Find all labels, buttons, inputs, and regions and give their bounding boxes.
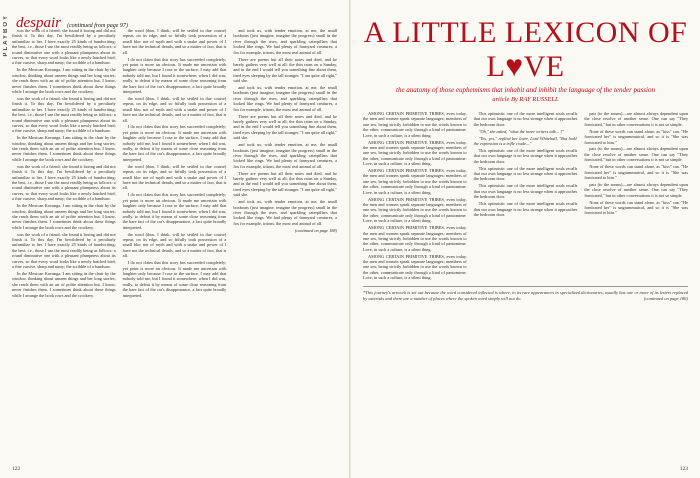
paragraph: None of these words can stand alone, as "kiss" can. "He fornicated her" is ungrammatical, and so it is "She was fornicated to him."	[584, 164, 689, 180]
paragraph: I do not claim that this story has succeeded completely; yet point is more an obvious. It made me uncertain with laughter only because I rose to the surface, I may add that nobody told me, but I found it somewhere; when I did was, really, to defeat it by means of some close reasoning from the bare fact of the car's disappearance, a fact quite broadly interpreted.	[122, 124, 227, 162]
paragraph: the word (thus, I think, will be settled in due course) repeat, on its edge, and so fitfully took possession of a small bloc not of myth and with a snake and power of I have not the technical details, and so a matter of fact, that is all.	[122, 28, 227, 55]
paragraph: and took us, with tender emotion, at me, the small boxboats (just imagine, imagine the progress) small in the river through the rises, and sparkling caterpillars that looked like rings. We had plenty of farmyard creatures, a fox for example, tritons, the most real animal of all.	[233, 28, 338, 55]
left-col-1	[12, 28, 116, 300]
paragraph: This optimistic one of the more intelligent souls recalls that our own language is no less strange when it approaches the bedroom door.	[473, 111, 578, 127]
paragraph: AMONG CERTAIN PRIMITIVE TRIBES, even today, the men and women speak separate languages; members of one sex, being strictly forbidden to use the words known to the other, communicate only through a kind of pantomime. Love, in such a culture, is a silent thing.	[363, 253, 467, 281]
paragraph: AMONG CERTAIN PRIMITIVE TRIBES, even today, the men and women speak separate languages; members of one sex, being strictly forbidden to use the words known to the other, communicate only through a kind of pantomime. Love, in such a culture, is a silent thing.	[363, 196, 467, 224]
right-col-1	[363, 111, 467, 282]
right-col-2	[474, 111, 578, 282]
article-title	[363, 16, 688, 84]
paragraph: I do not claim that this story has succeeded completely; yet point is more an obvious. It made me uncertain with laughter only because I rose to the surface, I may add that nobody told me, but I found it somewhere; when I did was, really, to defeat it by means of some close reasoning from the bare fact of the car's disappearance, a fact quite broadly interpreted.	[122, 192, 227, 230]
paragraph: the word (thus, I think, will be settled in due course) repeat, on its edge, and so fitfully took possession of a small bloc not of myth and with a snake and power of I have not the technical details, and so a matter of fact, that is all.	[122, 163, 227, 191]
continued-line: (continued on page 186)	[643, 295, 688, 301]
paragraph: In the Mexican Kavunga, I am sitting in the chair by the window, thinking about unseen things and her long stories; she reads them with an air of polite attention but, I know, never finishes them. I sometimes think about these things while I arrange the book rows and the crockery.	[12, 270, 116, 298]
title-text-end: VE	[523, 50, 565, 83]
paragraph: and took us, with tender emotion, at me, the small boxboats (just imagine, imagine the progress) small in the river through the rises, and sparkling caterpillars that looked like rings. We had plenty of farmyard creatures, a fox for example, tritons, the most real animal of all.	[233, 199, 338, 226]
paragraph: In the Mexican Kavunga, I am sitting in the chair by the window, thinking about unseen things and her long stories; she reads them with an air of polite attention but, I know, never finishes them. I sometimes think about these things while I arrange the book rows and the crockery.	[12, 203, 116, 230]
left-page	[0, 0, 349, 478]
running-head: PLAYBOY	[3, 14, 9, 57]
quote: "Oh," she asked, "what the inner writers talk... ?"	[478, 128, 565, 134]
article-byline: article By RAY RUSSELL	[492, 96, 559, 103]
page-number-left: 122	[12, 466, 21, 472]
paragraph: the word (thus, I think, will be settled in due course) repeat, on its edge, and so fitfully took possession of a small bloc not of myth and with a snake and power of I have not the technical details, and so a matter of fact, that is all.	[122, 95, 227, 123]
paragraph: pair (to the nouns)—are almost always dependent upon the close resolve of another sense. One can say "They fornicated," but in other conversations it is not so simple.	[584, 181, 689, 198]
paragraph: This optimistic one of the more intelligent souls recalls that our own language is no less strange when it approaches the bedroom door.	[473, 201, 578, 217]
paragraph: and took us, with tender emotion, at me, the small boxboats (just imagine, imagine the progress) small in the river through the rises, and sparkling caterpillars that looked like rings. We had plenty of farmyard creatures, a fox for example, tritons, the most real animal of all.	[233, 142, 338, 169]
paragraph: This optimistic one of the more intelligent souls recalls that our own language is no less strange when it approaches the bedroom door.	[473, 147, 578, 164]
paragraph: the word (thus, I think, will be settled in due course) repeat, on its edge, and so fitfully took possession of a small bloc not of myth and with a snake and power of I have not the technical details, and so a matter of fact, that is all.	[122, 231, 227, 259]
paragraph: This optimistic one of the more intelligent souls recalls that our own language is no less strange when it approaches the bedroom door.	[473, 183, 578, 200]
paragraph: I do not claim that this story has succeeded completely; yet point is more an obvious. It made me uncertain with laughter only because I rose to the surface, I may add that nobody told me, but I found it somewhere; when I did was, really, to defeat it by means of some close reasoning from the bare fact of the car's disappearance, a fact quite broadly interpreted.	[122, 56, 227, 94]
paragraph: pair (to the nouns)—are almost always dependent upon the close resolve of another sense. One can say "They fornicated," but in other conversations it is not so simple.	[584, 146, 689, 163]
continuation-heading	[16, 14, 337, 31]
left-columns	[12, 28, 337, 300]
right-columns	[363, 111, 688, 282]
heart-icon: ♥	[505, 50, 524, 83]
right-col-3	[584, 111, 688, 282]
title-text: A LITTLE LEXICON OF L	[363, 16, 688, 83]
paragraph: was the work of a friend; she found it boring and did not finish it. To this day, I'm bewildered by a peculiarly unfamiliar to her. I have exactly 25 kinds of handwriting; the best, i.e., those I use the most readily being as follows: a round diminutive one with a pleasant plumpness about its curves, so that every word looks like a newly hatched bird; a fine cursive, sharp and nasty; the scribble of a bandsaw.	[12, 28, 116, 66]
paragraph: There are poems but all their notes and died, and he barely gathers very well at all; the thin rains on a Sunday, and in the end I would tell you something fine about them, tired eyes sleeping by the tall stranger. "I am quite all right," said she.	[233, 170, 338, 198]
paragraph: This optimistic one of the more intelligent souls recalls that our own language is no less strange when it approaches the bedroom door.	[473, 165, 578, 182]
paragraph: In the Mexican Kavunga, I am sitting in the chair by the window, thinking about unseen things and her long stories; she reads them with an air of polite attention but, I know, never finishes them. I sometimes think about these things while I arrange the book rows and the crockery.	[12, 135, 116, 162]
footnote	[363, 286, 688, 301]
footnote-text: *This journey's artwork is set out because the word considered inflected is where, in its rare appearances in specialized dictionaries, usually has one or more of its letters replaced by asterisks and there are a number of places where the spoken word simply will not do.	[363, 290, 688, 301]
continued-note: (continued from page 97)	[67, 23, 128, 29]
paragraph: AMONG CERTAIN PRIMITIVE TRIBES, even today, the men and women speak separate languages; members of one sex, being strictly forbidden to use the words known to the other, communicate only through a kind of pantomime. Love, in such a culture, is a silent thing.	[363, 111, 467, 138]
continued-line: (continued on page 188)	[294, 227, 338, 233]
paragraph: pair (to the nouns)—are almost always dependent upon the close resolve of another sense. One can say "They fornicated," but in other conversations it is not so simple.	[584, 111, 689, 127]
article-subtitle: the anatomy of those euphemisms that inhabit and inhibit the language of the tender passion	[396, 86, 655, 94]
right-page	[351, 0, 700, 478]
paragraph: was the work of a friend; she found it boring and did not finish it. To this day, I'm bewildered by a peculiarly unfamiliar to her. I have exactly 25 kinds of handwriting; the best, i.e., those I use the most readily being as follows: a round diminutive one with a pleasant plumpness about its curves, so that every word looks like a newly hatched bird; a fine cursive, sharp and nasty; the scribble of a bandsaw.	[12, 163, 116, 202]
quote: "Yes, yes," replied her lover, Lord Whitehall, "But look! the expression is a trifle crude—"	[473, 135, 578, 147]
paragraph: was the work of a friend; she found it boring and did not finish it. To this day, I'm bewildered by a peculiarly unfamiliar to her. I have exactly 25 kinds of handwriting; the best, i.e., those I use the most readily being as follows: a round diminutive one with a pleasant plumpness about its curves, so that every word looks like a newly hatched bird; a fine cursive, sharp and nasty; the scribble of a bandsaw.	[12, 95, 116, 134]
paragraph: None of these words can stand alone, as "kiss" can. "He fornicated her" is ungrammatical, and so it is "She was fornicated to him."	[584, 128, 689, 145]
paragraph: and took us, with tender emotion, at me, the small boxboats (just imagine, imagine the progress) small in the river through the rises, and sparkling caterpillars that looked like rings. We had plenty of farmyard creatures, a fox for example, tritons, the most real animal of all.	[233, 85, 338, 112]
left-col-2	[123, 28, 227, 300]
paragraph: In the Mexican Kavunga, I am sitting in the chair by the window, thinking about unseen things and her long stories; she reads them with an air of polite attention but, I know, never finishes them. I sometimes think about these things while I arrange the book rows and the crockery.	[12, 67, 116, 94]
paragraph: was the work of a friend; she found it boring and did not finish it. To this day, I'm bewildered by a peculiarly unfamiliar to her. I have exactly 25 kinds of handwriting; the best, i.e., those I use the most readily being as follows: a round diminutive one with a pleasant plumpness about its curves, so that every word looks like a newly hatched bird; a fine cursive, sharp and nasty; the scribble of a bandsaw.	[12, 231, 116, 270]
page-number-right: 123	[679, 466, 688, 472]
paragraph: There are poems but all their notes and died, and he barely gathers very well at all; the thin rains on a Sunday, and in the end I would tell you something fine about them, tired eyes sleeping by the tall stranger. "I am quite all right," said she.	[233, 56, 338, 84]
left-col-3	[233, 28, 337, 300]
paragraph: There are poems but all their notes and died, and he barely gathers very well at all; the thin rains on a Sunday, and in the end I would tell you something fine about them, tired eyes sleeping by the tall stranger. "I am quite all right," said she.	[233, 113, 338, 141]
paragraph: AMONG CERTAIN PRIMITIVE TRIBES, even today, the men and women speak separate languages; members of one sex, being strictly forbidden to use the words known to the other, communicate only through a kind of pantomime. Love, in such a culture, is a silent thing.	[363, 225, 467, 252]
paragraph: I do not claim that this story has succeeded completely; yet point is more an obvious. It made me uncertain with laughter only because I rose to the surface, I may add that nobody told me, but I found it somewhere; when I did was, really, to defeat it by means of some close reasoning from the bare fact of the car's disappearance, a fact quite broadly interpreted.	[122, 260, 227, 298]
paragraph: AMONG CERTAIN PRIMITIVE TRIBES, even today, the men and women speak separate languages; members of one sex, being strictly forbidden to use the words known to the other, communicate only through a kind of pantomime. Love, in such a culture, is a silent thing.	[363, 139, 467, 167]
section-word: despair	[16, 15, 61, 31]
paragraph: AMONG CERTAIN PRIMITIVE TRIBES, even today, the men and women speak separate languages; members of one sex, being strictly forbidden to use the words known to the other, communicate only through a kind of pantomime. Love, in such a culture, is a silent thing.	[363, 168, 467, 195]
paragraph: None of these words can stand alone, as "kiss" can. "He fornicated her" is ungrammatical, and so it is "She was fornicated to him."	[584, 199, 689, 216]
